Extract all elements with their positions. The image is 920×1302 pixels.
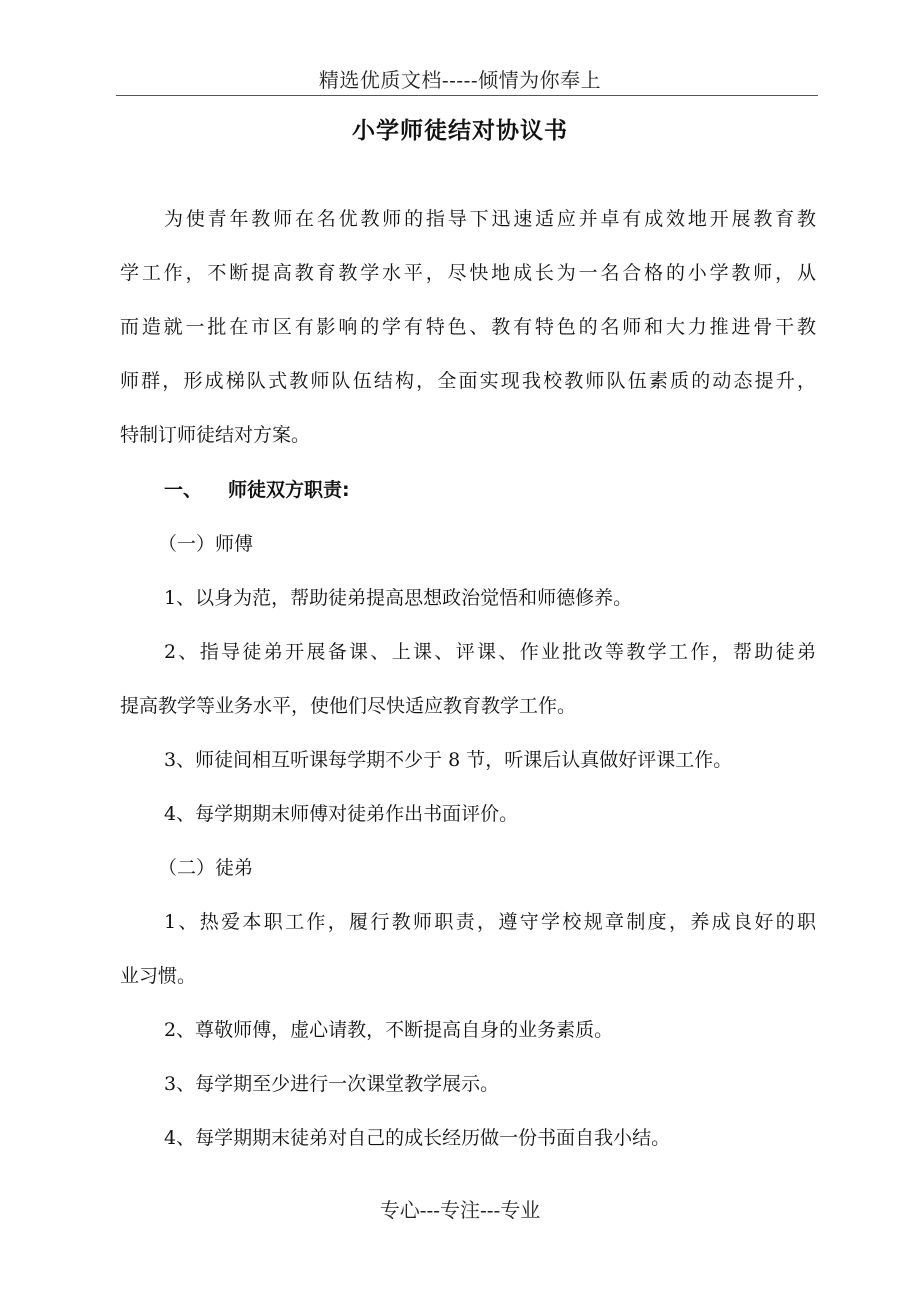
apprentice-item-2: 2、尊敬师傅，虚心请教，不断提高自身的业务素质。 [164, 1019, 614, 1041]
running-header: 精选优质文档-----倾情为你奉上 [318, 68, 602, 92]
running-footer: 专心---专注---专业 [379, 1198, 541, 1222]
section-number: 一、 [164, 479, 203, 501]
intro-line-4: 师群，形成梯队式教师队伍结构，全面实现我校教师队伍素质的动态提升， [120, 370, 816, 392]
apprentice-item-3: 3、每学期至少进行一次课堂教学展示。 [164, 1073, 500, 1095]
section-heading-text: 师徒双方职责: [228, 479, 350, 501]
master-item-4: 4、每学期期末师傅对徒弟作出书面评价。 [164, 803, 519, 825]
header-divider [116, 95, 818, 96]
section-heading [164, 475, 816, 505]
intro-line-1: 为使青年教师在名优教师的指导下迅速适应并卓有成效地开展教育教 [164, 208, 816, 230]
apprentice-item-1-cont: 业习惯。 [120, 965, 197, 987]
document-title: 小学师徒结对协议书 [352, 118, 568, 144]
apprentice-item-1: 1、热爱本职工作，履行教师职责，遵守学校规章制度，养成良好的职 [164, 911, 816, 933]
apprentice-item-4: 4、每学期期末徒弟对自己的成长经历做一份书面自我小结。 [164, 1127, 671, 1149]
apprentice-subheading: （二）徒弟 [158, 857, 254, 879]
intro-line-3: 而造就一批在市区有影响的学有特色、教有特色的名师和大力推进骨干教 [120, 316, 816, 338]
master-item-2-cont: 提高教学等业务水平，使他们尽快适应教育教学工作。 [120, 695, 577, 717]
intro-line-2: 学工作，不断提高教育教学水平，尽快地成长为一名合格的小学教师，从 [120, 262, 816, 284]
master-item-3: 3、师徒间相互听课每学期不少于 8 节，听课后认真做好评课工作。 [164, 749, 733, 771]
master-subheading: （一）师傅 [158, 533, 254, 555]
master-item-2: 2、指导徒弟开展备课、上课、评课、作业批改等教学工作，帮助徒弟 [164, 641, 816, 663]
intro-line-5: 特制订师徒结对方案。 [120, 424, 311, 446]
master-item-1: 1、以身为范，帮助徒弟提高思想政治觉悟和师德修养。 [164, 587, 633, 609]
